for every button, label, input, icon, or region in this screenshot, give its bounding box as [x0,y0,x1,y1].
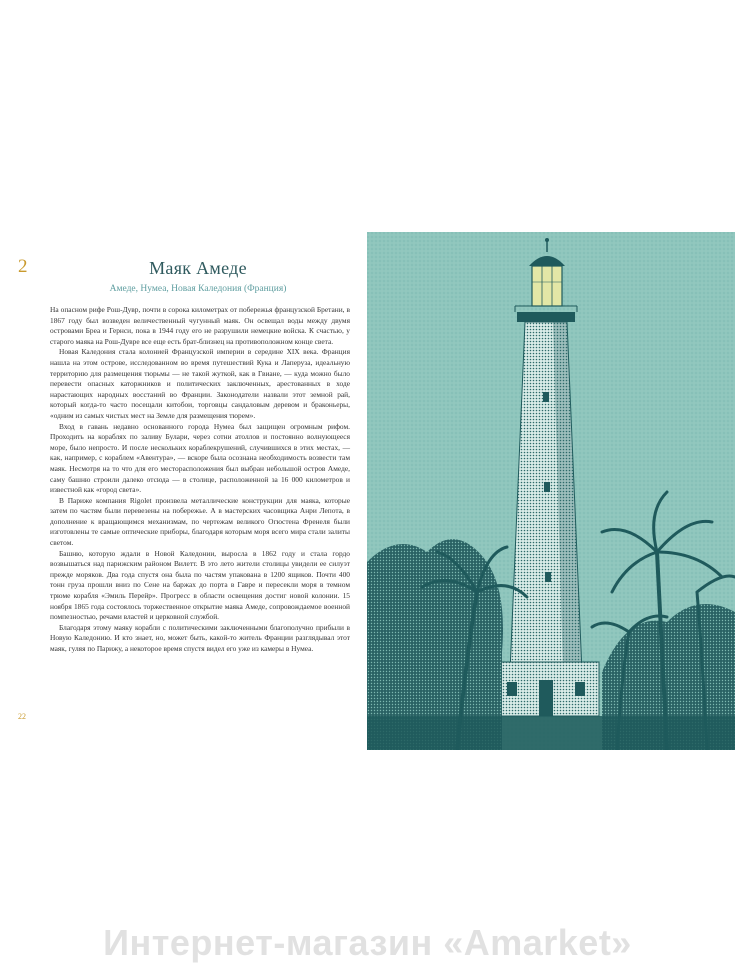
paragraph: На опасном рифе Рош-Дувр, почти в сорока километрах от побережья французской Бретани, в 1867 году был возведен величественный чугунный маяк. Он освещал воды между двумя островами Бреа и Гернси, пока в 1944 году его не разрушили немецкие войска. К счастью, у старого маяка на Рош-Дувре все еще есть брат-близнец на противоположном конце света. [50,305,350,346]
article-body [50,305,350,655]
page-number: 22 [18,712,26,721]
lighthouse-engraving [367,232,735,750]
paragraph: Новая Каледония стала колонией Французской империи в середине XIX века. Франция нашла на этом острове, исследованном во время путешествий Кука и Лаперуза, идеальную территорию для размещения тюрьмы — не такой жуткой, как в Гвиане, — куда можно было перевести опасных каторжников и политических заключенных, арестованных в ходе нарастающих народных восстаний во Франции. Законодатели назвали этот земной рай, который когда-то часто посещали китобои, торговцы сандаловым деревом и браконьеры, «одним из самых чистых мест на Земле для размещения тюрем». [50,347,350,420]
watermark-text: Интернет-магазин «Amarket» [103,922,632,963]
page-title: Маяк Амеде [149,258,247,278]
paragraph: Башню, которую ждали в Новой Каледонии, выросла в 1862 году и стала гордо возвышаться над парижским районом Вилетт. В это лето жители столицы увидели ее силуэт прежде моряков. Два года спустя она была по частям упакована в 1200 ящиков. Почти 400 тонн груза прошли вниз по Сене на баржах до порта в Гавре и пересекли моря в темном трюме корабля «Эмиль Перейр». Прогресс в области освещения достиг новой колонии. 15 ноября 1865 года состоялось торжественное открытие маяка Амеде, сопровождаемое военной помпезностью, речами властей и церковной службой. [50,548,350,622]
paragraph: Благодаря этому маяку корабли с политическими заключенными благополучно прибыли в Новую Каледонию. И кто знает, но, может быть, какой-то житель Франции разглядывал этот маяк, гуляя по Парижу, а некоторое время спустя видел его уже из камеры в Нумеа. [50,622,350,653]
page-subtitle: Амеде, Нумеа, Новая Каледония (Франция) [109,284,287,294]
paragraph: В Париже компания Rigolet произвела металлические конструкции для маяка, которые затем по частям были перевезены на побережье. А в мастерских часовщика Анри Лепота, в дополнение к вращающимся механизмам, по чертежам великого Огюстена Френеля были изготовлены те самые оптические приборы, благодаря которым моря всего мира стали залиты светом. [50,495,350,548]
lighthouse-illustration [367,232,735,750]
paragraph: Вход в гавань недавно основанного города Нумеа был защищен огромным рифом. Проходить на кораблях по заливу Булари, через сотни атоллов и постоянно волнующееся море, было непросто. И после нескольких кораблекрушений, случившихся в этих местах, — как, например, с кораблем «Авентура», — вскоре была осознана необходимость возвести там маяк. Несмотря на то что для его месторасположения был выбран небольшой остров Амеде, саму башню строили далеко отсюда — в столице, расположенной за 16 000 километров и известной как «город света». [50,421,350,495]
chapter-number: 2 [18,256,28,277]
